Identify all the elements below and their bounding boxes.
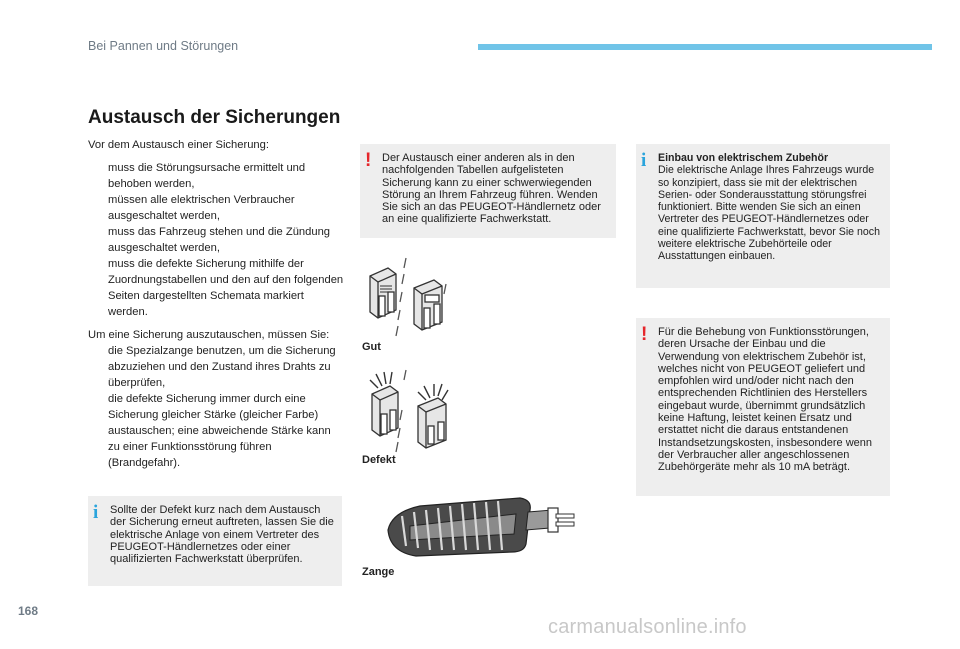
info-icon: i [641, 150, 647, 171]
good-label: Gut [362, 341, 381, 353]
fuse-icon [414, 280, 442, 330]
page-heading: Austausch der Sicherungen [88, 107, 341, 128]
steps-list [88, 343, 344, 471]
warning-icon: ! [641, 324, 648, 345]
prerequisites-list [88, 160, 344, 320]
list-item: muss die Störungsursache ermittelt und behoben werden, [108, 162, 306, 190]
page-number: 168 [18, 604, 39, 618]
list-item: die Spezialzange benutzen, um die Sicherung abzuziehen und den Zustand ihres Drahts zu überprüfen, [108, 345, 336, 389]
watermark: carmanualsonline.info [548, 616, 747, 638]
defect-label: Defekt [362, 454, 396, 466]
info-icon: i [93, 502, 99, 523]
pliers-icon [388, 498, 574, 556]
section-title: Bei Pannen und Störungen [88, 39, 239, 53]
warning-box-liability [636, 318, 890, 496]
fuse-icon [418, 398, 446, 448]
header-accent-bar [478, 44, 932, 50]
list-item: die defekte Sicherung immer durch eine Sicherung gleicher Stärke (gleicher Farbe) austauschen; eine abweichende Stärke kann zu einer Funktionsstörung führen (Brandgefahr). [108, 393, 331, 469]
intro-text: Vor dem Austausch einer Sicherung: [88, 139, 269, 151]
list-item: muss das Fahrzeug stehen und die Zündung ausgeschaltet werden, [108, 226, 331, 254]
instructions-column [88, 137, 344, 478]
good-fuse-illustration [362, 254, 452, 342]
fuse-icon [370, 268, 396, 318]
info-box-accessories [636, 144, 890, 288]
warning-box-text: Der Austausch einer anderen als in den nachfolgenden Tabellen aufgelisteten Sicherung kann zu einer schwerwiegenden Störung an Ihrem Fahrzeug führen. Wenden Sie sich an das PEUGEOT-Händlernetz oder an eine qualifizierte Fachwerkstatt. [382, 152, 601, 226]
list-item: müssen alle elektrischen Verbraucher ausgeschaltet werden, [108, 194, 295, 222]
list-item: muss die defekte Sicherung mithilfe der Zuordnungstabellen und den auf den folgenden Seiten dargestellten Schemata markiert werden. [108, 258, 344, 318]
intro2-text: Um eine Sicherung auszutauschen, müssen Sie: [88, 329, 330, 341]
defective-fuse-illustration [362, 364, 462, 454]
warning-box-wrong-fuse [360, 144, 616, 238]
info-box-text: Sollte der Defekt kurz nach dem Austausch der Sicherung erneut auftreten, lassen Sie die elektrische Anlage von einem Vertreter des PEUGEOT-Händlernetzes oder einer qualifizierten Fachwerkstatt überprüfen. [110, 504, 334, 566]
fuse-pliers-illustration [380, 490, 580, 566]
warning-box-text: Für die Behebung von Funktionsstörungen, deren Ursache der Einbau und die Verwendung von elektrischem Zubehör ist, welches nicht von PEUGEOT geliefert und empfohlen wird und/oder nicht nach den entsprechenden Richtlinien des Herstellers eingebaut wurde, übernimmt grundsätzlich keine Haftung, leistet keinen Ersatz und erstattet nicht die daraus entstandenen Instandsetzungskosten, insbesondere wenn der Verbraucher aller angeschlossenen Zubehörgeräte mehr als 10 mA beträgt. [658, 326, 873, 474]
fuse-icon [372, 386, 398, 436]
info-box-text: Die elektrische Anlage Ihres Fahrzeugs wurde so konzipiert, dass sie mit der elektrischen Serien- oder Sonderausstattung störungsfrei funktioniert. Bitte wenden Sie sich an einen Vertreter des PEUGEOT-Händlernetzes oder eine qualifizierte Fachwerkstatt, bevor Sie noch weitere elektrische Zubehörteile oder Ausstattungen einbauen. [658, 164, 880, 263]
info-box-recheck [88, 496, 342, 586]
warning-icon: ! [365, 150, 372, 171]
info-box-title: Einbau von elektrischem Zubehör [658, 152, 829, 164]
pliers-label: Zange [362, 566, 395, 578]
